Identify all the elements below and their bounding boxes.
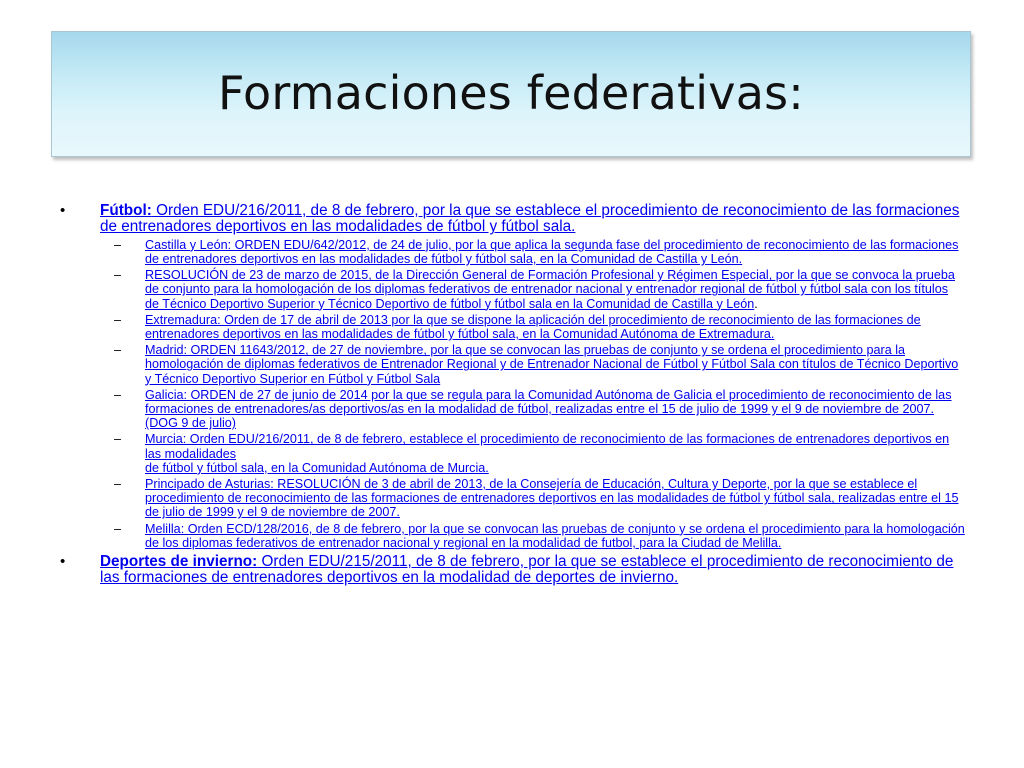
link-deportes-invierno[interactable] <box>100 553 953 586</box>
item-text: Orden EDU/216/2011, de 8 de febrero, por la que se establece el procedimiento de reconocimiento de las formaciones de entrenadores deportivos en las modalidades de fútbol y fútbol sala. <box>100 202 960 236</box>
bullet-icon: • <box>60 553 66 571</box>
sublist-item-melilla <box>60 522 965 550</box>
bullet-icon: • <box>60 202 66 219</box>
sublist-item-resolucion-2015 <box>60 268 965 311</box>
murcia-line-1: Murcia: Orden EDU/216/2011, de 8 de febrero, establece el procedimiento de reconocimiento de las formaciones de entrenadores deportivos en las modalidades <box>145 432 950 461</box>
dash-icon: – <box>114 477 122 492</box>
list-item-deportes-invierno <box>60 554 965 587</box>
item-label: Deportes de invierno: <box>100 553 258 571</box>
list-item-futbol <box>60 203 965 236</box>
dash-icon: – <box>114 343 122 358</box>
item-suffix: . <box>754 296 758 311</box>
dash-icon: – <box>114 521 122 536</box>
content-list <box>60 203 965 589</box>
sublist-item-asturias <box>60 477 965 520</box>
slide-title: Formaciones federativas: <box>218 66 804 120</box>
link-madrid[interactable]: Madrid: ORDEN 11643/2012, de 27 de noviembre, por la que se convocan las pruebas de conjunto y se ordena el procedimiento para la homologación de diplomas federativos de Entrenador Regional y de Entrenador Nacional de Fútbol y Fútbol Sala con títulos de Técnico Deportivo y Técnico Deportivo Superior en Fútbol y Fútbol Sala <box>145 343 959 386</box>
link-murcia[interactable] <box>145 432 965 475</box>
dash-icon: – <box>114 312 122 327</box>
link-extremadura[interactable]: Extremadura: Orden de 17 de abril de 2013 por la que se dispone la aplicación del procedimiento de reconocimiento de las formaciones de entrenadores deportivos en las modalidades de fútbol y fútbol sala, en la Comunidad Autónoma de Extremadura. <box>145 312 921 342</box>
dash-icon: – <box>114 387 122 402</box>
link-asturias[interactable]: Principado de Asturias: RESOLUCIÓN de 3 de abril de 2013, de la Consejería de Educación, Cultura y Deporte, por la que se establece el procedimiento de reconocimiento de las formaciones de entrenadores deportivos en las modalidades de fútbol y fútbol sala, realizadas entre el 15 de julio de 1999 y el 9 de noviembre de 2007. <box>145 477 959 520</box>
link-futbol[interactable] <box>100 202 959 235</box>
item-text: Orden EDU/215/2011, de 8 de febrero, por la que se establece el procedimiento de reconocimiento de las formaciones de entrenadores deportivos en la modalidad de deportes de invierno. <box>100 553 954 587</box>
sublist-item-extremadura <box>60 313 965 341</box>
sublist-item-murcia <box>60 432 965 475</box>
dash-icon: – <box>114 237 122 252</box>
link-resolucion-2015[interactable]: RESOLUCIÓN de 23 de marzo de 2015, de la Dirección General de Formación Profesional y Régimen Especial, por la que se convoca la prueba de conjunto para la homologación de los diplomas federativos de entrenador nacional y entrenador regional de fútbol y fútbol sala con los títulos de Técnico Deportivo Superior y Técnico Deportivo de fútbol y fútbol sala en la Comunidad de Castilla y León <box>145 268 955 311</box>
title-box <box>51 31 971 157</box>
link-castilla-leon[interactable]: Castilla y León: ORDEN EDU/642/2012, de 24 de julio, por la que aplica la segunda fase del procedimiento de reconocimiento de las formaciones de entrenadores deportivos en las modalidades de fútbol y fútbol sala, en la Comunidad de Castilla y León. <box>145 237 959 267</box>
sublist-item-madrid <box>60 343 965 386</box>
dash-icon: – <box>114 268 122 283</box>
sublist-item-castilla-leon <box>60 238 965 266</box>
link-melilla[interactable]: Melilla: Orden ECD/128/2016, de 8 de febrero, por la que se convocan las pruebas de conjunto y se ordena el procedimiento para la homologación de los diplomas federativos de entrenador nacional y regional en la modalidad de futbol, para la Ciudad de Melilla. <box>145 521 965 550</box>
item-label: Fútbol: <box>100 202 152 219</box>
link-galicia[interactable]: Galicia: ORDEN de 27 de junio de 2014 por la que se regula para la Comunidad Autónoma de Galicia el procedimiento de reconocimiento de las formaciones de entrenadores/as deportivos/as en la modalidad de fútbol, realizadas entre el 15 de julio de 1999 y el 9 de noviembre de 2007. (DOG 9 de julio) <box>145 387 952 431</box>
dash-icon: – <box>114 432 122 447</box>
sublist-item-galicia <box>60 388 965 431</box>
murcia-line-2: de fútbol y fútbol sala, en la Comunidad Autónoma de Murcia. <box>145 460 489 475</box>
